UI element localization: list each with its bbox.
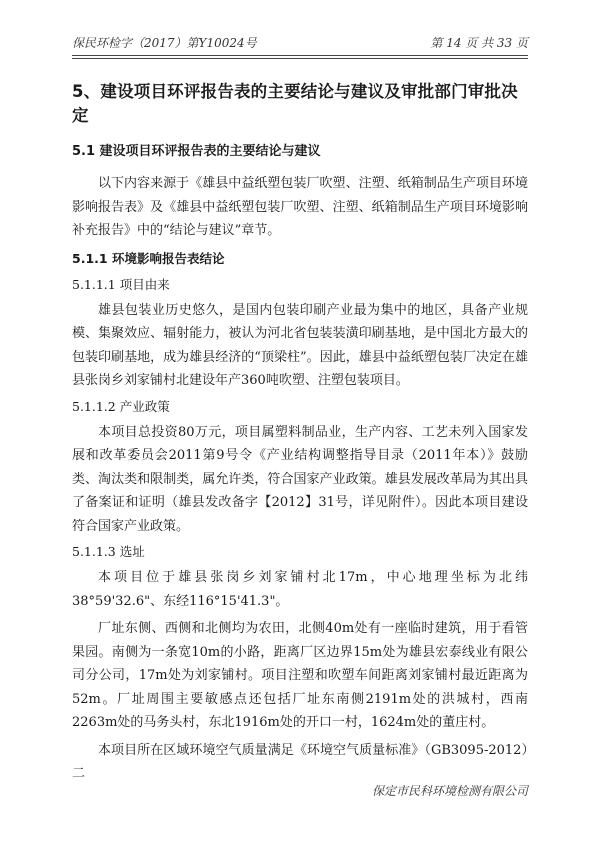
item-paragraph: 厂址东侧、西侧和北侧均为农田，北侧40m处有一座临时建筑，用于看管果园。南侧为一条宽10m的小路，距离厂区边界15m处为雄县宏泰线业有限公司分公司，17m处为刘家铺村。项目注塑和吹塑车间距离刘家铺村最近距离为52m。厂址周围主要敏感点还包括厂址东南侧2191m处的洪城村，西南2263m处的马务头村，东北1916m处的开口一村，1624m处的董庄村。	[72, 621, 528, 730]
item-title: 5.1.1.3 选址	[72, 544, 145, 559]
item-paragraph: 雄县包装业历史悠久，是国内包装印刷产业最为集中的地区，具备产业规模、集聚效应、辐射能力，被认为河北省包装装潢印刷基地，是中国北方最大的包装印刷基地，成为雄县经济的“顶梁柱”。因此，雄县中益纸塑包装厂决定在雄县张岗乡刘家铺村北建设年产360吨吹塑、注塑包装项目。	[72, 302, 528, 388]
page-content	[72, 80, 528, 790]
item-title: 5.1.1.1 项目由来	[72, 276, 170, 292]
page-info: 第 14 页 共 33 页	[430, 36, 528, 50]
page-footer: 保定市民科环境检测有限公司	[371, 784, 528, 798]
item-paragraph: 本项目位于雄县张岗乡刘家铺村北17m，中心地理坐标为北纬38°59'32.6"、东经116°15'41.3"。	[72, 570, 528, 609]
intro-paragraph: 以下内容来源于《雄县中益纸塑包装厂吹塑、注塑、纸箱制品生产项目环境影响报告表》及《雄县中益纸塑包装厂吹塑、注塑、纸箱制品生产项目环境影响补充报告》中的“结论与建议”章节。	[72, 176, 528, 238]
item-industry-policy	[72, 397, 528, 539]
item-paragraph: 本项目所在区域环境空气质量满足《环境空气质量标准》（GB3095-2012）二	[72, 742, 528, 781]
subsection-title: 5.1 建设项目环评报告表的主要结论与建议	[72, 144, 321, 159]
item-site-selection	[72, 542, 528, 786]
item-paragraph: 本项目总投资80万元，项目属塑料制品业，生产内容、工艺未列入国家发展和改革委员会2011第9号令《产业结构调整指导目录（2011年本）》鼓励类、淘汰类和限制类，属允许类，符合国家产业政策。雄县发展改革局为其出具了备案证和证明（雄县发改备字【2012】31号，详见附件）。因此本项目建设符合国家产业政策。	[72, 424, 528, 534]
page-header	[72, 34, 528, 56]
doc-number: 保民环检字（2017）第Y10024号	[72, 36, 257, 50]
item-title: 5.1.1.2 产业政策	[72, 398, 170, 414]
sub2-title: 5.1.1 环境影响报告表结论	[72, 250, 225, 266]
section-title: 5、建设项目环评报告表的主要结论与建议及审批部门审批决定	[72, 82, 518, 125]
item-project-origin	[72, 275, 528, 393]
